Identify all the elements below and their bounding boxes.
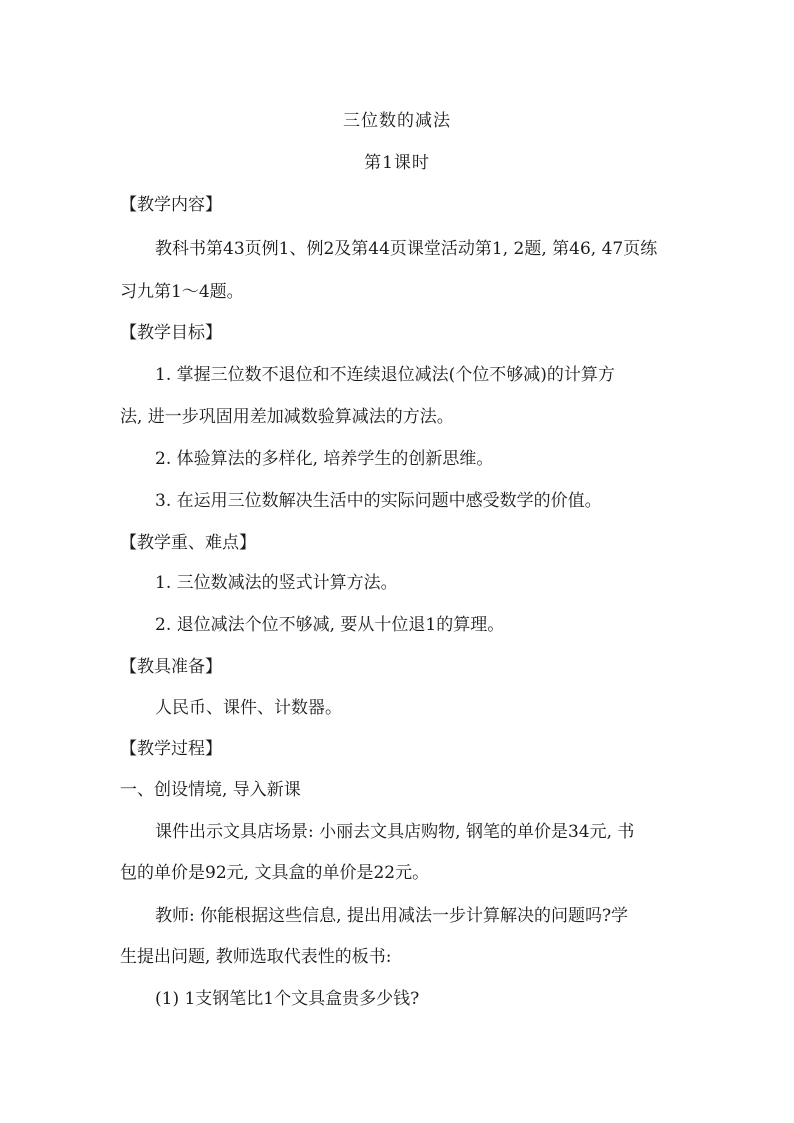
paragraph-line: 包的单价是92元, 文具盒的单价是22元。 [120, 863, 430, 883]
subsection-heading: 一、创设情境, 导入新课 [120, 780, 301, 800]
paragraph-line: 课件出示文具店场景: 小丽去文具店购物, 钢笔的单价是34元, 书 [155, 822, 635, 842]
list-item: 2. 退位减法个位不够减, 要从十位退1的算理。 [155, 615, 505, 635]
document-title: 三位数的减法 [343, 111, 451, 131]
paragraph-line: 人民币、课件、计数器。 [155, 698, 342, 718]
document-subtitle: 第1课时 [364, 153, 430, 173]
section-heading-content: 【教学内容】 [120, 195, 222, 215]
section-heading-tools: 【教具准备】 [120, 657, 222, 677]
list-item: (1) 1支钢笔比1个文具盒贵多少钱? [155, 989, 420, 1009]
section-heading-goals: 【教学目标】 [120, 323, 222, 343]
list-item: 3. 在运用三位数解决生活中的实际问题中感受数学的价值。 [155, 491, 602, 511]
list-item: 2. 体验算法的多样化, 培养学生的创新思维。 [155, 449, 494, 469]
list-item: 1. 三位数减法的竖式计算方法。 [155, 573, 398, 593]
section-heading-key-points: 【教学重、难点】 [120, 533, 256, 553]
paragraph-line: 习九第1～4题。 [120, 282, 244, 302]
paragraph-line: 教科书第43页例1、例2及第44页课堂活动第1, 2题, 第46, 47页练 [155, 239, 658, 259]
list-item: 1. 掌握三位数不退位和不连续退位减法(个位不够减)的计算方 [155, 365, 615, 385]
list-item-continuation: 法, 进一步巩固用差加减数验算减法的方法。 [120, 407, 454, 427]
section-heading-process: 【教学过程】 [120, 739, 222, 759]
paragraph-line: 生提出问题, 教师选取代表性的板书: [120, 947, 392, 967]
paragraph-line: 教师: 你能根据这些信息, 提出用减法一步计算解决的问题吗?学 [155, 906, 629, 926]
